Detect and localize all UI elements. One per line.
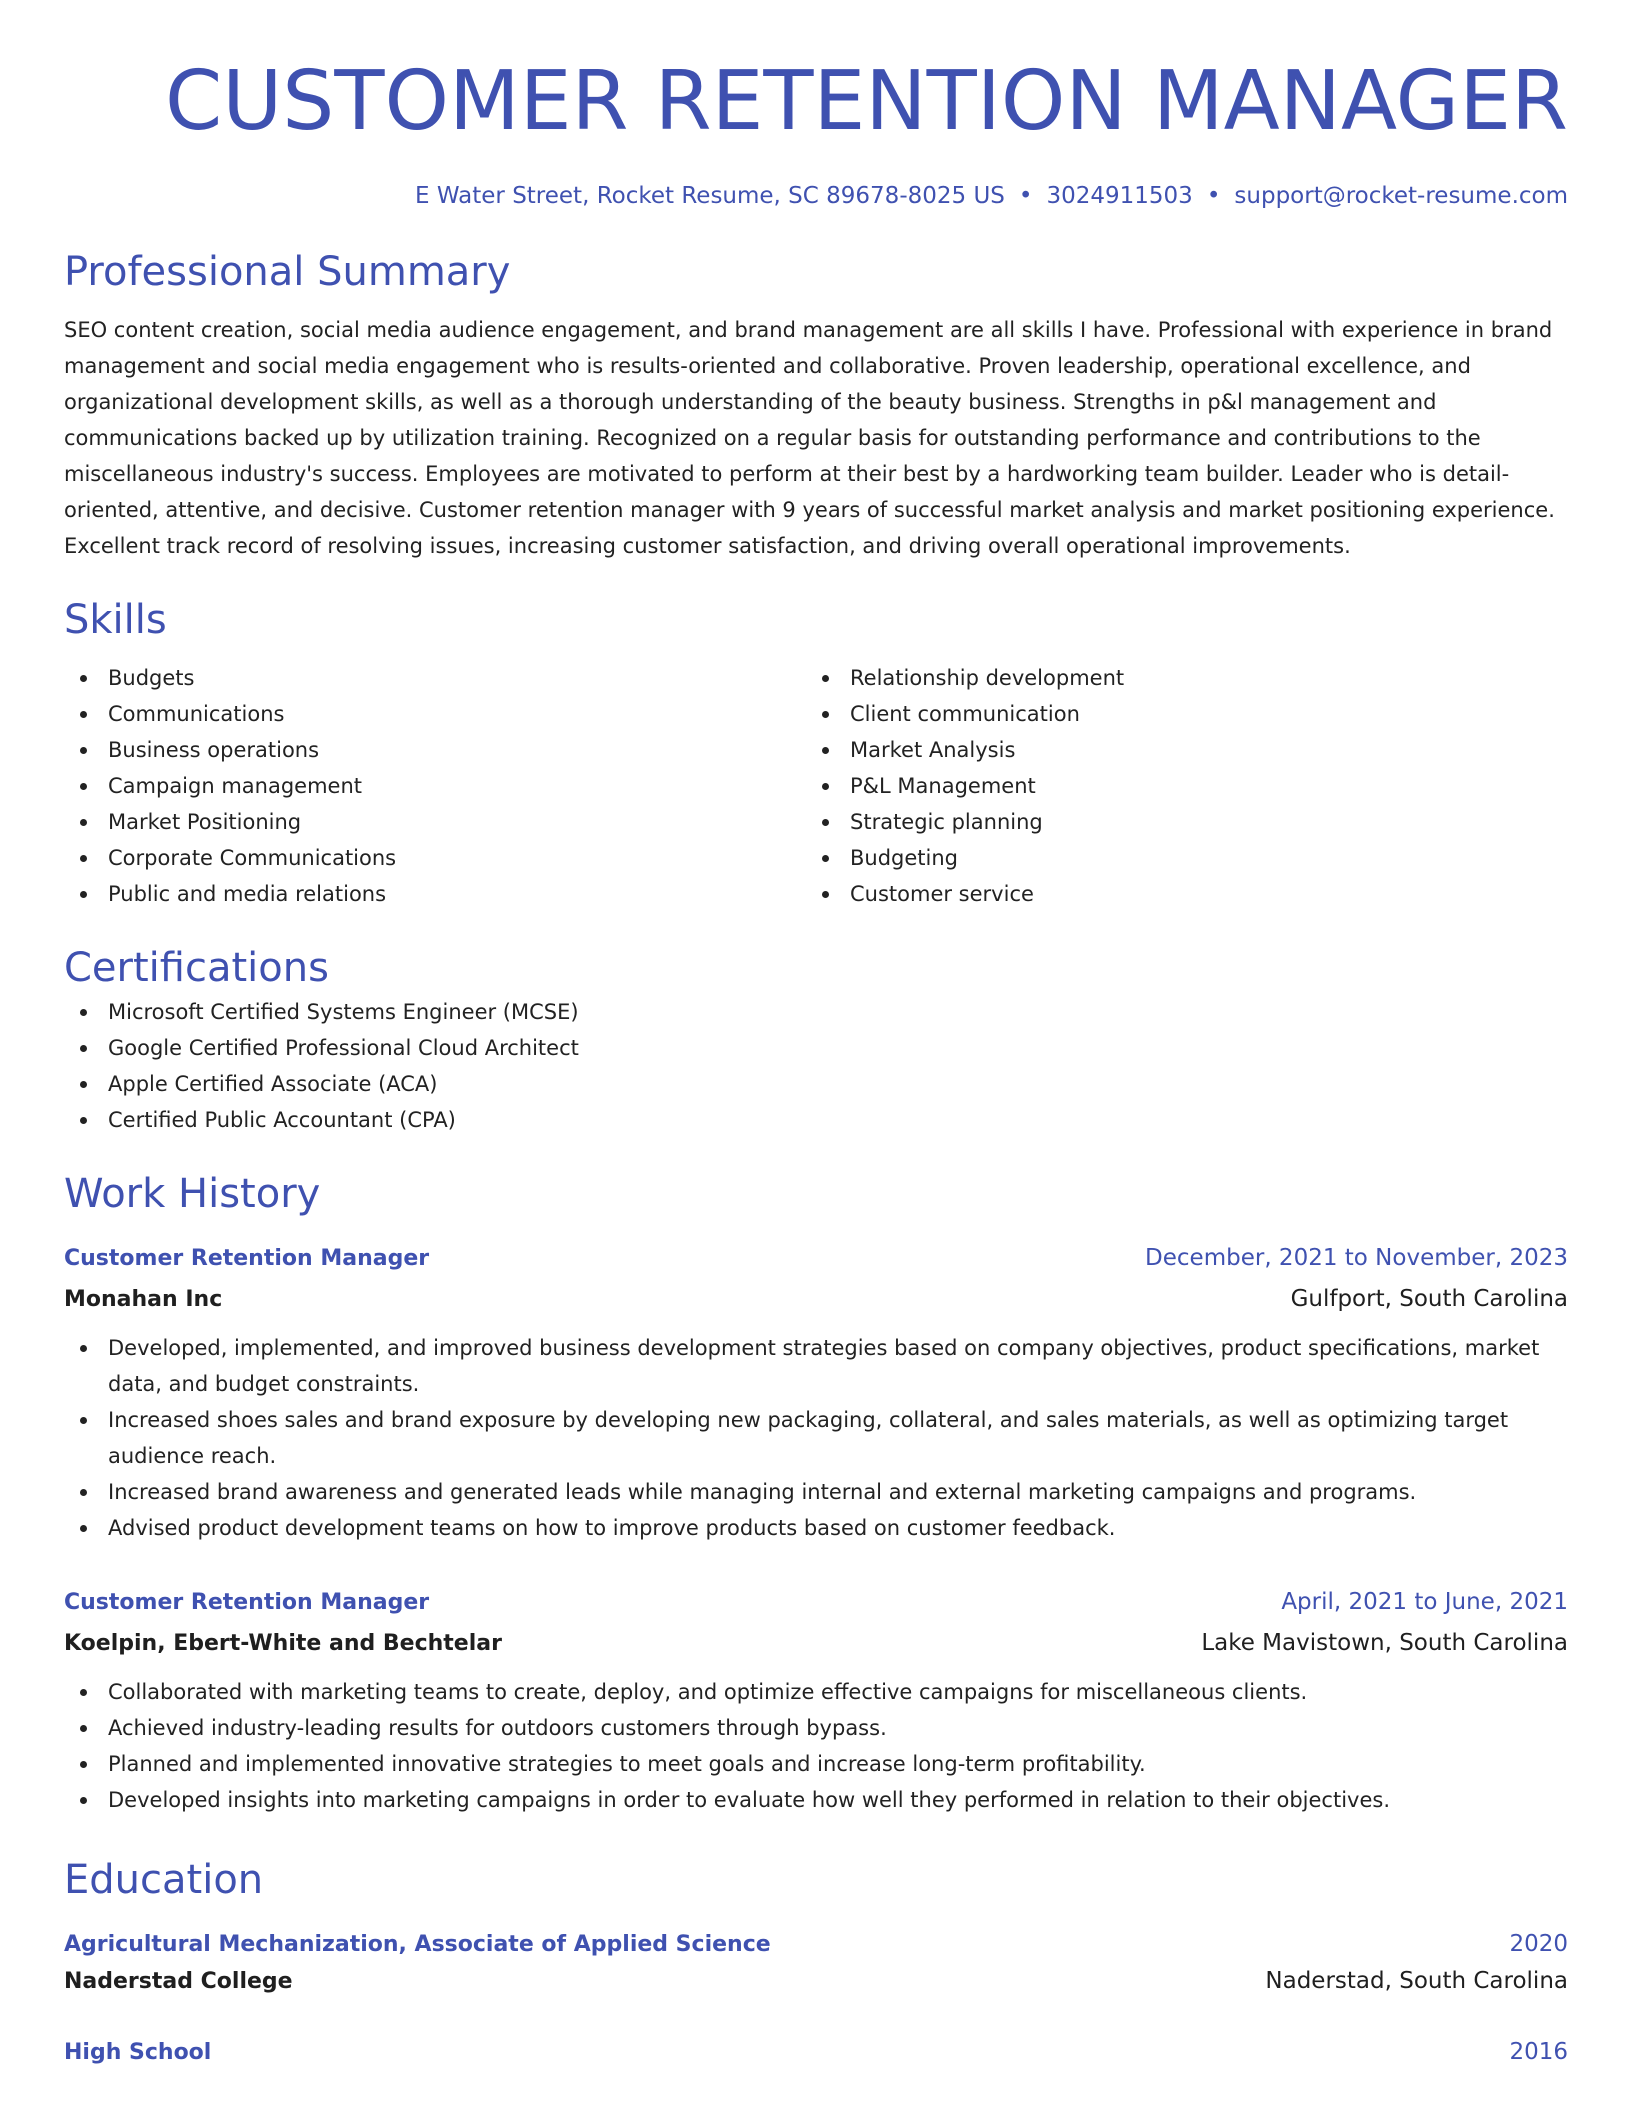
job-company: Koelpin, Ebert-White and Bechtelar: [64, 1631, 502, 1656]
job-entry: [64, 1586, 1568, 1818]
job-bullet: Developed insights into marketing campaigns in order to evaluate how well they performed in relation to their objectives.: [64, 1782, 1568, 1818]
skill-item: Business operations: [64, 732, 806, 768]
job-location: Gulfport, South Carolina: [1290, 1286, 1568, 1312]
summary-text: SEO content creation, social media audience engagement, and brand management are all skills I have. Professional with experience in brand management and social media engagement who is results-oriented and collaborative. Proven leadership, operational excellence, and organizational development skills, as well as a thorough understanding of the beauty business. Strengths in p&l management and communications backed up by utilization training. Recognized on a regular basis for outstanding performance and contributions to the miscellaneous industry's success. Employees are motivated to perform at their best by a hardworking team builder. Leader who is detail-oriented, attentive, and decisive. Customer retention manager with 9 years of successful market analysis and market positioning experience. Excellent track record of resolving issues, increasing customer satisfaction, and driving overall operational improvements.: [64, 318, 1555, 558]
skill-item: Budgeting: [806, 840, 1548, 876]
job-title: Customer Retention Manager: [64, 1246, 430, 1271]
certification-item: Certified Public Accountant (CPA): [64, 1102, 1568, 1138]
skill-item: Public and media relations: [64, 876, 806, 912]
skill-item: Market Positioning: [64, 804, 806, 840]
job-company: Monahan Inc: [64, 1287, 223, 1312]
job-bullet: Achieved industry-leading results for outdoors customers through bypass.: [64, 1710, 1568, 1746]
skill-item: Market Analysis: [806, 732, 1548, 768]
job-dates: December, 2021 to November, 2023: [1145, 1245, 1568, 1271]
contact-separator: •: [1018, 183, 1033, 209]
contact-email[interactable]: support@rocket-resume.com: [1234, 183, 1568, 209]
job-bullets: [64, 1674, 1568, 1818]
job-header-row: [64, 1242, 1568, 1275]
job-bullet: Increased brand awareness and generated leads while managing internal and external marketing campaigns and programs.: [64, 1474, 1568, 1510]
skills-grid: [64, 660, 1568, 912]
contact-line: [64, 180, 1568, 212]
education-year: 2016: [1509, 2039, 1568, 2065]
education-year: 2020: [1509, 1931, 1568, 1957]
job-bullet: Advised product development teams on how to improve products based on customer feedback.: [64, 1510, 1568, 1546]
education-school-row: [64, 1961, 1568, 1998]
skills-list-left: [64, 660, 806, 912]
skill-item: P&L Management: [806, 768, 1548, 804]
certifications-heading: Certifications: [64, 945, 329, 991]
education-degree: High School: [64, 2040, 212, 2065]
education-header-row: [64, 2036, 1568, 2069]
education-degree: Agricultural Mechanization, Associate of Applied Science: [64, 1932, 771, 1957]
education-location: Naderstad, South Carolina: [1265, 1968, 1568, 1994]
resume-page: [64, 0, 1568, 2069]
skill-item: Strategic planning: [806, 804, 1548, 840]
skill-item: Relationship development: [806, 660, 1548, 696]
job-title: Customer Retention Manager: [64, 1590, 430, 1615]
education-entry: [64, 2036, 1568, 2069]
skill-item: Communications: [64, 696, 806, 732]
skill-item: Corporate Communications: [64, 840, 806, 876]
job-bullet: Increased shoes sales and brand exposure by developing new packaging, collateral, and sales materials, as well as optimizing target audience reach.: [64, 1402, 1568, 1474]
job-company-row: [64, 1619, 1568, 1660]
job-dates: April, 2021 to June, 2021: [1281, 1589, 1568, 1615]
skills-list-right: [806, 660, 1548, 912]
summary-heading: Professional Summary: [64, 249, 511, 295]
skill-item: Campaign management: [64, 768, 806, 804]
skill-item: Budgets: [64, 660, 806, 696]
education-school: Naderstad College: [64, 1969, 293, 1994]
job-company-row: [64, 1275, 1568, 1316]
contact-phone[interactable]: 3024911503: [1046, 183, 1193, 209]
job-bullets: [64, 1330, 1568, 1546]
skill-item: Client communication: [806, 696, 1548, 732]
skills-column-left: [64, 660, 806, 912]
education-entry: [64, 1928, 1568, 1998]
skill-item: Customer service: [806, 876, 1548, 912]
skills-column-right: [806, 660, 1548, 912]
job-header-row: [64, 1586, 1568, 1619]
job-location: Lake Mavistown, South Carolina: [1201, 1630, 1568, 1656]
skills-heading: Skills: [64, 597, 167, 643]
certification-item: Microsoft Certified Systems Engineer (MCSE): [64, 994, 1568, 1030]
job-bullet: Developed, implemented, and improved business development strategies based on company objectives, product specifications, market data, and budget constraints.: [64, 1330, 1568, 1402]
work-history-heading: Work History: [64, 1171, 321, 1217]
certification-item: Apple Certified Associate (ACA): [64, 1066, 1568, 1102]
contact-separator: •: [1206, 183, 1221, 209]
resume-name: CUSTOMER RETENTION MANAGER: [165, 54, 1568, 149]
education-heading: Education: [64, 1857, 264, 1903]
certification-item: Google Certified Professional Cloud Architect: [64, 1030, 1568, 1066]
education-header-row: [64, 1928, 1568, 1961]
contact-address: E Water Street, Rocket Resume, SC 89678-8025 US: [415, 183, 1005, 209]
job-entry: [64, 1242, 1568, 1546]
certifications-list: [64, 994, 1568, 1138]
job-bullet: Planned and implemented innovative strategies to meet goals and increase long-term profitability.: [64, 1746, 1568, 1782]
job-bullet: Collaborated with marketing teams to create, deploy, and optimize effective campaigns for miscellaneous clients.: [64, 1674, 1568, 1710]
